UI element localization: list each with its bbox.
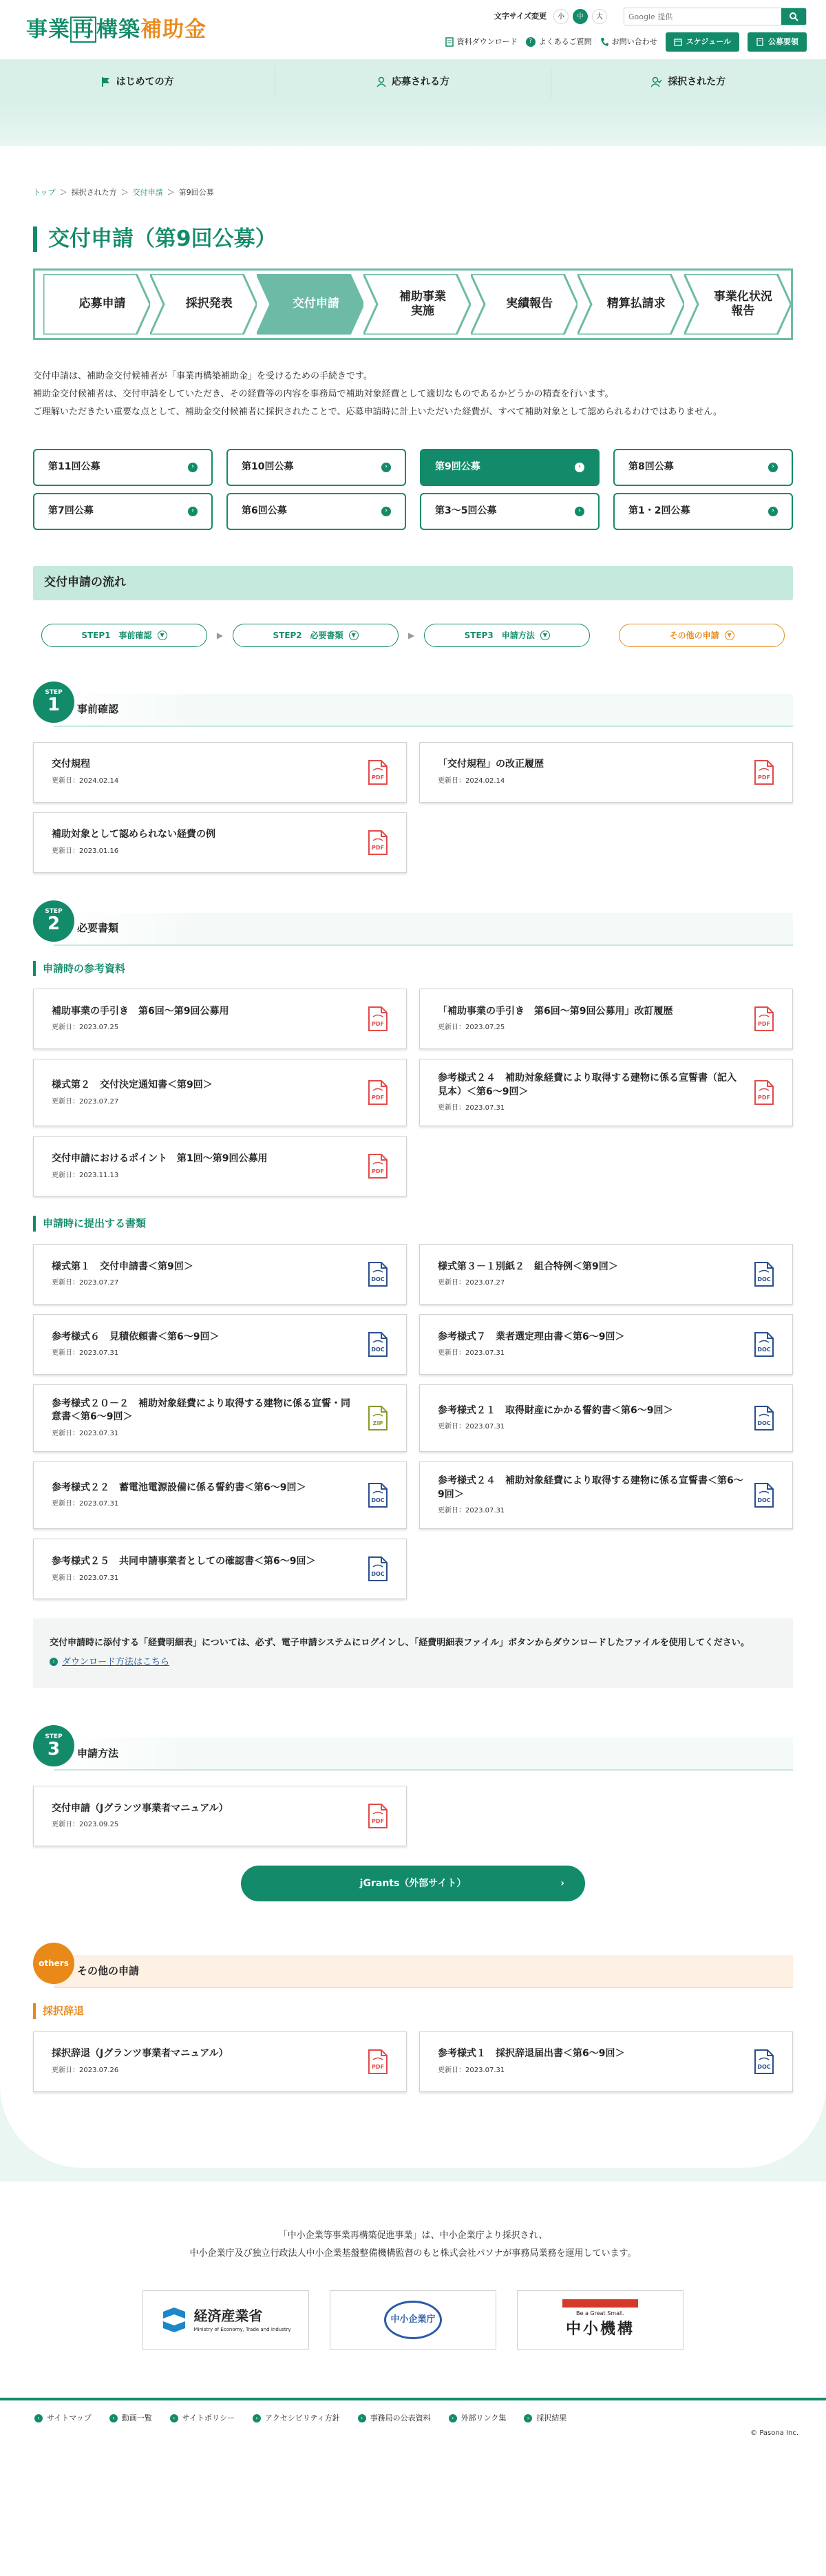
flow-step: 応募申請	[43, 274, 150, 335]
arrow-right-icon: ▶	[216, 630, 224, 640]
anchor-others[interactable]: その他の申請 ▼	[619, 624, 785, 647]
pdf-file-icon: PDF	[368, 2049, 388, 2075]
document-title: 参考様式２４ 補助対象経費により取得する建物に係る宣誓書＜第6〜9回＞	[438, 1475, 743, 1500]
pdf-file-icon: PDF	[754, 1006, 774, 1032]
flow-step: 実績報告	[471, 274, 578, 335]
subheading-withdrawal: 採択辞退	[33, 2003, 793, 2019]
chevron-right-icon: ›	[358, 2414, 366, 2422]
document-card[interactable]	[419, 742, 793, 803]
pdf-file-icon: PDF	[754, 1079, 774, 1106]
document-card[interactable]	[33, 812, 407, 873]
document-card[interactable]	[33, 1059, 407, 1126]
chevron-down-icon: ▼	[725, 631, 734, 640]
intro-text: 交付申請は、補助金交付候補者が「事業再構築補助金」を受けるための手続きです。 補助金交付候補者は、交付申請をしていただき、その経費等の内容を事務局で補助対象経費として適切なものであるかどうかの精査を行います。 ご理解いただきたい重要な点として、補助金交付候補者に採択されたことで、応募申請時に計上いただいた経費が、すべて補助対象として認められるわけではありません。	[33, 370, 723, 417]
footer-link[interactable]: › サイトマップ	[34, 2413, 92, 2425]
document-card[interactable]	[33, 1539, 407, 1599]
arrow-right-icon: ▶	[408, 630, 415, 640]
zip-file-icon: ZIP	[368, 1405, 388, 1431]
breadcrumb-current: 第9回公募	[178, 188, 214, 197]
faq-link[interactable]: ? よくあるご質問	[526, 36, 592, 48]
document-icon	[445, 37, 454, 47]
document-title: 参考様式７ 業者選定理由書＜第6〜9回＞	[438, 1331, 625, 1342]
others-badge: others	[33, 1943, 74, 1984]
pdf-file-icon: PDF	[368, 1153, 388, 1179]
document-card[interactable]	[419, 1384, 793, 1452]
footer-link[interactable]: › 動画一覧	[109, 2413, 152, 2425]
guideline-button[interactable]: 公募要領	[748, 32, 807, 52]
document-date: 更新日：2024.02.14	[438, 777, 505, 785]
font-size-small-button[interactable]: 小	[553, 9, 569, 24]
document-title: 採択辞退（Jグランツ事業者マニュアル）	[52, 2048, 229, 2060]
chevron-right-icon: ›	[253, 2414, 261, 2422]
pdf-file-icon: PDF	[368, 1079, 388, 1106]
breadcrumb-kofu[interactable]: 交付申請	[132, 188, 163, 197]
anchor-step2[interactable]: STEP2 必要書類 ▼	[233, 624, 399, 647]
nav-item-applicants[interactable]: 応募される方	[275, 66, 551, 98]
pdf-file-icon: PDF	[368, 830, 388, 856]
document-title: 補助対象として認められない経費の例	[52, 829, 215, 841]
document-date: 更新日：2023.07.25	[52, 1024, 119, 1032]
person-check-icon	[651, 76, 662, 87]
page-title: 交付申請（第9回公募）	[33, 226, 793, 252]
partner-logos	[0, 2290, 826, 2350]
process-flow	[33, 268, 793, 340]
phone-icon	[600, 37, 608, 47]
doc-file-icon: DOC	[754, 1261, 774, 1287]
card-grid	[33, 1244, 793, 1599]
kobo-button[interactable]: 第8回公募 ›	[613, 449, 793, 486]
document-date: 更新日：2023.07.31	[52, 1430, 119, 1438]
document-title: 様式第２ 交付決定通知書＜第9回＞	[52, 1079, 213, 1090]
document-title: 様式第１ 交付申請書＜第9回＞	[52, 1260, 193, 1272]
search-button[interactable]	[781, 8, 806, 25]
step2-section	[33, 900, 793, 1688]
document-title: 参考様式１ 採択辞退届出書＜第6〜9回＞	[438, 2048, 625, 2060]
step-badge: STEP 1	[33, 682, 74, 723]
doc-file-icon: DOC	[368, 1331, 388, 1358]
breadcrumb-adopted[interactable]: 採択された方	[71, 188, 117, 197]
flow-step: 採択発表	[150, 274, 257, 335]
document-card[interactable]	[419, 2031, 793, 2092]
subheading-reference: 申請時の参考資料	[33, 961, 793, 977]
meti-mark-icon	[160, 2306, 188, 2334]
nav-item-adopted[interactable]: 採択された方	[551, 66, 826, 98]
step1-section	[33, 682, 793, 873]
calendar-icon	[674, 38, 682, 46]
kobo-button[interactable]: 第10回公募 ›	[226, 449, 406, 486]
chevron-right-icon: ›	[34, 2414, 43, 2422]
step-title: その他の申請	[54, 1955, 793, 1988]
document-title: 様式第３－１別紙２ 組合特例＜第9回＞	[438, 1260, 618, 1272]
document-card[interactable]	[419, 989, 793, 1049]
document-date: 更新日：2023.07.31	[438, 1423, 505, 1431]
breadcrumb-top[interactable]: トップ	[33, 188, 56, 197]
jgrants-button[interactable]: jGrants（外部サイト） ›	[241, 1866, 585, 1901]
doc-file-icon: DOC	[368, 1261, 388, 1287]
meti-logo[interactable]: 経済産業省 Ministry of Economy, Trade and Industry	[142, 2290, 309, 2350]
card-grid	[33, 742, 793, 873]
pdf-file-icon: PDF	[368, 1006, 388, 1032]
kobo-button[interactable]: 第9回公募 ›	[420, 449, 600, 486]
chevron-right-icon: ›	[50, 1658, 58, 1666]
chevron-right-icon: ›	[188, 463, 198, 472]
kobo-button[interactable]: 第1・2回公募 ›	[613, 493, 793, 530]
chevron-down-icon: ▼	[349, 631, 359, 640]
card-grid	[33, 2031, 793, 2092]
chevron-right-icon: ›	[170, 2414, 178, 2422]
doc-file-icon: DOC	[368, 1482, 388, 1508]
download-method-link[interactable]: › ダウンロード方法はこちら	[50, 1654, 776, 1670]
document-title: 参考様式２５ 共同申請事業者としての確認書＜第6〜9回＞	[52, 1555, 316, 1567]
document-title: 交付申請におけるポイント 第1回〜第9回公募用	[52, 1153, 268, 1165]
document-card[interactable]	[33, 989, 407, 1049]
chevron-right-icon: ›	[768, 507, 778, 516]
document-date: 更新日：2023.07.31	[438, 1507, 505, 1515]
chevron-right-icon: ›	[381, 507, 391, 516]
flow-step: 補助事業 実施	[363, 274, 470, 335]
footer-nav	[0, 2398, 826, 2429]
document-date: 更新日：2023.09.25	[52, 1821, 119, 1829]
chevron-right-icon: ›	[109, 2414, 118, 2422]
footer-link[interactable]: › サイトポリシー	[170, 2413, 235, 2425]
doc-file-icon: DOC	[368, 1556, 388, 1582]
kobo-button[interactable]: 第3〜5回公募 ›	[420, 493, 600, 530]
document-card[interactable]	[33, 742, 407, 803]
document-card[interactable]	[33, 1384, 407, 1452]
document-card[interactable]	[419, 1461, 793, 1529]
kobo-button[interactable]: 第11回公募 ›	[33, 449, 213, 486]
smrj-logo[interactable]: Be a Great Small. 中小機構	[517, 2290, 684, 2350]
flow-section-heading: 交付申請の流れ	[33, 566, 793, 600]
font-size-large-button[interactable]: 大	[592, 9, 607, 24]
flow-step: 交付申請	[257, 274, 363, 335]
sme-agency-logo[interactable]: 中小企業庁	[330, 2290, 496, 2350]
download-link[interactable]: 資料ダウンロード	[445, 36, 518, 48]
pdf-file-icon: PDF	[368, 1803, 388, 1829]
document-card[interactable]	[419, 1314, 793, 1375]
doc-file-icon: DOC	[754, 2049, 774, 2075]
document-title: 補助事業の手引き 第6回〜第9回公募用	[52, 1005, 229, 1017]
document-card[interactable]	[419, 1059, 793, 1126]
schedule-button[interactable]: スケジュール	[666, 32, 739, 52]
flow-anchor-links	[41, 624, 785, 647]
document-date: 更新日：2023.07.27	[52, 1279, 119, 1287]
document-title: 参考様式６ 見積依頼書＜第6〜9回＞	[52, 1331, 220, 1342]
question-icon: ?	[526, 37, 536, 47]
person-icon	[377, 76, 386, 87]
chevron-right-icon: ›	[188, 507, 198, 516]
step-title: 事前確認	[54, 694, 793, 727]
document-date: 更新日：2023.07.31	[438, 1349, 505, 1358]
contact-link[interactable]: お問い合わせ	[600, 36, 657, 48]
document-title: 参考様式２４ 補助対象経費により取得する建物に係る宣誓書（記入見本）＜第6〜9回＞	[438, 1073, 737, 1097]
document-card[interactable]	[33, 1461, 407, 1529]
chevron-right-icon: ›	[575, 463, 584, 472]
main-content	[0, 146, 826, 2168]
flag-icon	[101, 76, 111, 87]
document-title: 参考様式２０－２ 補助対象経費により取得する建物に係る宣誓・同意書＜第6〜9回＞	[52, 1397, 350, 1423]
footer-link[interactable]: › 採択結果	[524, 2413, 566, 2425]
step3-section	[33, 1725, 793, 1901]
document-date: 更新日：2023.07.31	[438, 2066, 505, 2074]
chevron-right-icon: ›	[449, 2414, 457, 2422]
doc-file-icon: DOC	[754, 1482, 774, 1508]
search-icon	[789, 12, 798, 21]
document-card[interactable]	[33, 1136, 407, 1196]
font-size-medium-button[interactable]: 中	[573, 9, 588, 24]
footer-statement: 「中小企業等事業再構築促進事業」は、中小企業庁より採択され、 中小企業庁及び独立行政法人中小企業基盤整備機構監督のもと株式会社パソナが事務局業務を運用しています。	[189, 2230, 637, 2259]
font-size-switcher: 文字サイズ変更 小 中 大	[494, 9, 607, 24]
document-card[interactable]	[33, 1244, 407, 1305]
document-title: 交付規程	[52, 759, 90, 770]
doc-file-icon: DOC	[754, 1405, 774, 1431]
document-date: 更新日：2023.07.27	[52, 1097, 119, 1106]
kobo-round-selector	[33, 449, 793, 530]
chevron-right-icon: ›	[560, 1877, 564, 1889]
site-logo[interactable]: 事業再構築補助金	[26, 17, 206, 42]
others-section	[33, 1943, 793, 2092]
document-card[interactable]	[33, 1314, 407, 1375]
document-date: 更新日：2023.01.16	[52, 847, 119, 855]
document-date: 更新日：2023.07.26	[52, 2066, 119, 2074]
document-date: 更新日：2024.02.14	[52, 777, 119, 785]
chevron-down-icon: ▼	[540, 631, 550, 640]
chevron-right-icon: ›	[381, 463, 391, 472]
global-nav	[0, 59, 826, 105]
step-title: 申請方法	[54, 1738, 793, 1771]
card-grid	[33, 989, 793, 1196]
document-title: 参考様式２１ 取得財産にかかる誓約書＜第6〜9回＞	[438, 1404, 673, 1416]
step-title: 必要書類	[54, 913, 793, 946]
anchor-step1[interactable]: STEP1 事前確認 ▼	[41, 624, 207, 647]
footer-link[interactable]: › 事務局の公表資料	[358, 2413, 431, 2425]
flow-step: 精算払請求	[578, 274, 684, 335]
document-date: 更新日：2023.07.27	[438, 1279, 505, 1287]
anchor-step3[interactable]: STEP3 申請方法 ▼	[424, 624, 590, 647]
subheading-submission: 申請時に提出する書類	[33, 1216, 793, 1232]
chevron-right-icon: ›	[768, 463, 778, 472]
doc-file-icon: DOC	[754, 1331, 774, 1358]
document-card[interactable]	[33, 1786, 407, 1846]
expense-note: 交付申請時に添付する「経費明細表」については、必ず、電子申請システムにログインし、「経費明細表ファイル」ボタンからダウンロードしたファイルを使用してください。 › ダウンロード方法はこちら	[33, 1618, 793, 1688]
step-badge: STEP 3	[33, 1725, 74, 1766]
copyright: © Pasona Inc.	[750, 2429, 798, 2438]
document-title: 「補助事業の手引き 第6回〜第9回公募用」改訂履歴	[438, 1005, 673, 1017]
chevron-right-icon: ›	[575, 507, 584, 516]
document-date: 更新日：2023.07.31	[438, 1104, 505, 1112]
document-title: 交付申請（Jグランツ事業者マニュアル）	[52, 1802, 229, 1814]
document-title: 「交付規程」の改正履歴	[438, 759, 544, 770]
nav-item-beginners[interactable]: はじめての方	[0, 66, 275, 98]
search-box	[624, 8, 807, 25]
pdf-file-icon: PDF	[754, 759, 774, 785]
card-grid	[33, 1786, 793, 1846]
breadcrumb: トップ ＞ 採択された方 ＞ 交付申請 ＞ 第9回公募	[33, 187, 793, 199]
document-date: 更新日：2023.07.31	[52, 1574, 119, 1582]
kobo-button[interactable]: 第7回公募 ›	[33, 493, 213, 530]
step-badge: STEP 2	[33, 900, 74, 942]
footer-link[interactable]: › アクセシビリティ方針	[253, 2413, 340, 2425]
document-date: 更新日：2023.11.13	[52, 1171, 119, 1179]
search-input[interactable]	[624, 8, 781, 25]
site-footer	[0, 2182, 826, 2442]
document-card[interactable]	[33, 2031, 407, 2092]
kobo-button[interactable]: 第6回公募 ›	[226, 493, 406, 530]
site-header	[0, 0, 826, 59]
chevron-right-icon: ›	[524, 2414, 532, 2422]
document-title: 参考様式２２ 蓄電池電源設備に係る誓約書＜第6〜9回＞	[52, 1481, 306, 1493]
document-date: 更新日：2023.07.25	[438, 1024, 505, 1032]
document-card[interactable]	[419, 1244, 793, 1305]
book-icon	[756, 38, 764, 46]
document-date: 更新日：2023.07.31	[52, 1349, 119, 1358]
chevron-down-icon: ▼	[158, 631, 167, 640]
document-date: 更新日：2023.07.31	[52, 1500, 119, 1508]
pdf-file-icon: PDF	[368, 759, 388, 785]
footer-link[interactable]: › 外部リンク集	[449, 2413, 507, 2425]
flow-step: 事業化状況 報告	[684, 274, 791, 335]
